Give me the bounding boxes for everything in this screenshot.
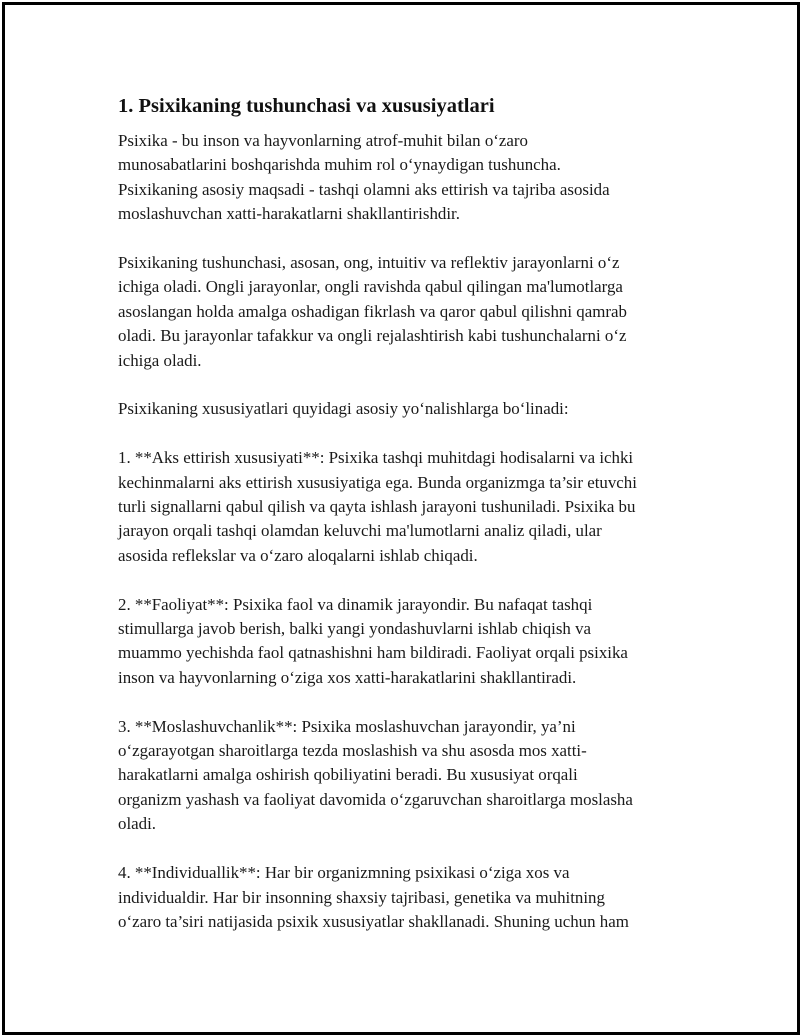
text-line: oladi. <box>118 814 156 834</box>
text-line: organizm yashash va faoliyat davomida o‘zgaruvchan sharoitlarga moslasha <box>118 789 633 809</box>
paragraph-intro <box>118 129 688 227</box>
text-line: jarayon orqali tashqi olamdan keluvchi ma'lumotlarni analiz qiladi, ular <box>118 521 602 541</box>
list-item-reflection <box>118 446 688 568</box>
text-line: moslashuvchan xatti-harakatlarni shakllantirishdir. <box>118 204 460 224</box>
list-item-adaptability <box>118 715 688 837</box>
text-line: muammo yechishda faol qatnashishni ham bildiradi. Faoliyat orqali psixika <box>118 643 628 663</box>
list-item-activity <box>118 593 688 691</box>
section-title: 1. Psixikaning tushunchasi va xususiyatlari <box>118 95 495 117</box>
text-line: kechinmalarni aks ettirish xususiyatiga ega. Bunda organizmga ta’sir etuvchi <box>118 472 637 492</box>
text-line: individualdir. Har bir insonning shaxsiy tajribasi, genetika va muhitning <box>118 887 605 907</box>
text-line: stimullarga javob berish, balki yangi yondashuvlarni ishlab chiqish va <box>118 619 592 639</box>
text-line: Psixikaning xususiyatlari quyidagi asosiy yo‘nalishlarga bo‘linadi: <box>118 399 569 419</box>
text-line: asoslangan holda amalga oshadigan fikrlash va qaror qabul qilishni qamrab <box>118 301 627 321</box>
list-item-individuality <box>118 861 688 934</box>
text-line: asosida reflekslar va o‘zaro aloqalarni ishlab chiqadi. <box>118 545 478 565</box>
text-line: o‘zaro ta’siri natijasida psixik xususiyatlar shakllanadi. Shuning uchun ham <box>118 911 629 931</box>
text-line: oladi. Bu jarayonlar tafakkur va ongli rejalashtirish kabi tushunchalarni o‘z <box>118 326 627 346</box>
text-line: turli signallarni qabul qilish va qayta ishlash jarayoni tushuniladi. Psixika bu <box>118 497 636 517</box>
paragraph-concept <box>118 251 688 373</box>
text-line: inson va hayvonlarning o‘ziga xos xatti-harakatlarini shakllantiradi. <box>118 667 577 687</box>
text-line: Psixika - bu inson va hayvonlarning atrof-muhit bilan o‘zaro <box>118 131 528 150</box>
document-body <box>118 92 688 959</box>
text-line: 1. **Aks ettirish xususiyati**: Psixika tashqi muhitdagi hodisalarni va ichki <box>118 448 634 468</box>
text-line: ichiga oladi. <box>118 350 202 370</box>
text-line: Psixikaning tushunchasi, asosan, ong, intuitiv va reflektiv jarayonlarni o‘z <box>118 253 620 273</box>
text-line: 3. **Moslashuvchanlik**: Psixika moslashuvchan jarayondir, ya’ni <box>118 716 576 736</box>
text-line: ichiga oladi. Ongli jarayonlar, ongli ravishda qabul qilingan ma'lumotlarga <box>118 277 623 297</box>
text-line: munosabatlarini boshqarishda muhim rol o‘ynaydigan tushuncha. <box>118 155 561 175</box>
paragraph-list-intro <box>118 397 688 421</box>
text-line: 2. **Faoliyat**: Psixika faol va dinamik jarayondir. Bu nafaqat tashqi <box>118 594 593 614</box>
text-line: o‘zgarayotgan sharoitlarga tezda moslashish va shu asosda mos xatti- <box>118 741 587 761</box>
text-line: 4. **Individuallik**: Har bir organizmning psixikasi o‘ziga xos va <box>118 863 570 883</box>
text-line: Psixikaning asosiy maqsadi - tashqi olamni aks ettirish va tajriba asosida <box>118 179 610 199</box>
text-line: harakatlarni amalga oshirish qobiliyatini beradi. Bu xususiyat orqali <box>118 765 578 785</box>
